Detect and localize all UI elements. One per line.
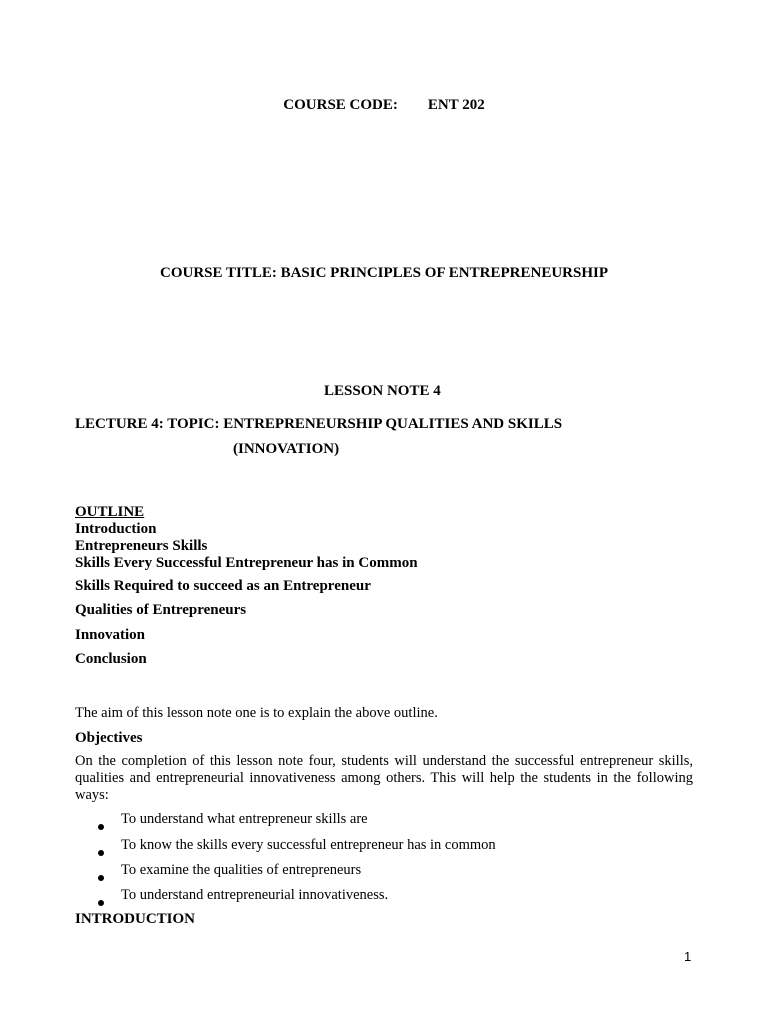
lecture-topic-subtitle: (INNOVATION) — [233, 441, 340, 457]
objective-bullet: To know the skills every successful entrepreneur has in common — [121, 837, 496, 853]
objectives-heading: Objectives — [75, 730, 143, 746]
objectives-paragraph: On the completion of this lesson note four, students will understand the successful entrepreneur skills, qualities and entrepreneurial innovativeness among others. This will help the students in the following ways: — [75, 753, 693, 803]
outline-item: Qualities of Entrepreneurs — [75, 602, 247, 618]
outline-item: Innovation — [75, 627, 146, 643]
outline-heading: OUTLINE — [75, 504, 145, 520]
outline-item: Conclusion — [75, 651, 147, 667]
introduction-heading: INTRODUCTION — [75, 911, 196, 927]
bullet-icon — [98, 893, 104, 911]
course-code-value: ENT 202 — [427, 97, 485, 113]
objective-bullet: To understand entrepreneurial innovativeness. — [121, 887, 389, 903]
bullet-icon — [98, 817, 104, 835]
course-code-line — [0, 97, 768, 114]
bullet-icon — [98, 868, 104, 886]
outline-item: Introduction — [75, 521, 157, 537]
bullet-icon — [98, 843, 104, 861]
lesson-note-heading: LESSON NOTE 4 — [324, 383, 441, 399]
page-number: 1 — [684, 949, 692, 964]
outline-item: Skills Every Successful Entrepreneur has in Common — [75, 555, 418, 571]
course-code-label: COURSE CODE: — [283, 97, 398, 113]
objective-bullet: To examine the qualities of entrepreneurs — [121, 862, 362, 878]
lecture-topic-line: LECTURE 4: TOPIC: ENTREPRENEURSHIP QUALITIES AND SKILLS — [75, 416, 563, 432]
course-title: COURSE TITLE: BASIC PRINCIPLES OF ENTREPRENEURSHIP — [159, 265, 608, 281]
aim-paragraph: The aim of this lesson note one is to explain the above outline. — [75, 705, 438, 721]
objective-bullet: To understand what entrepreneur skills are — [121, 811, 368, 827]
outline-item: Entrepreneurs Skills — [75, 538, 208, 554]
outline-item: Skills Required to succeed as an Entrepreneur — [75, 578, 371, 594]
